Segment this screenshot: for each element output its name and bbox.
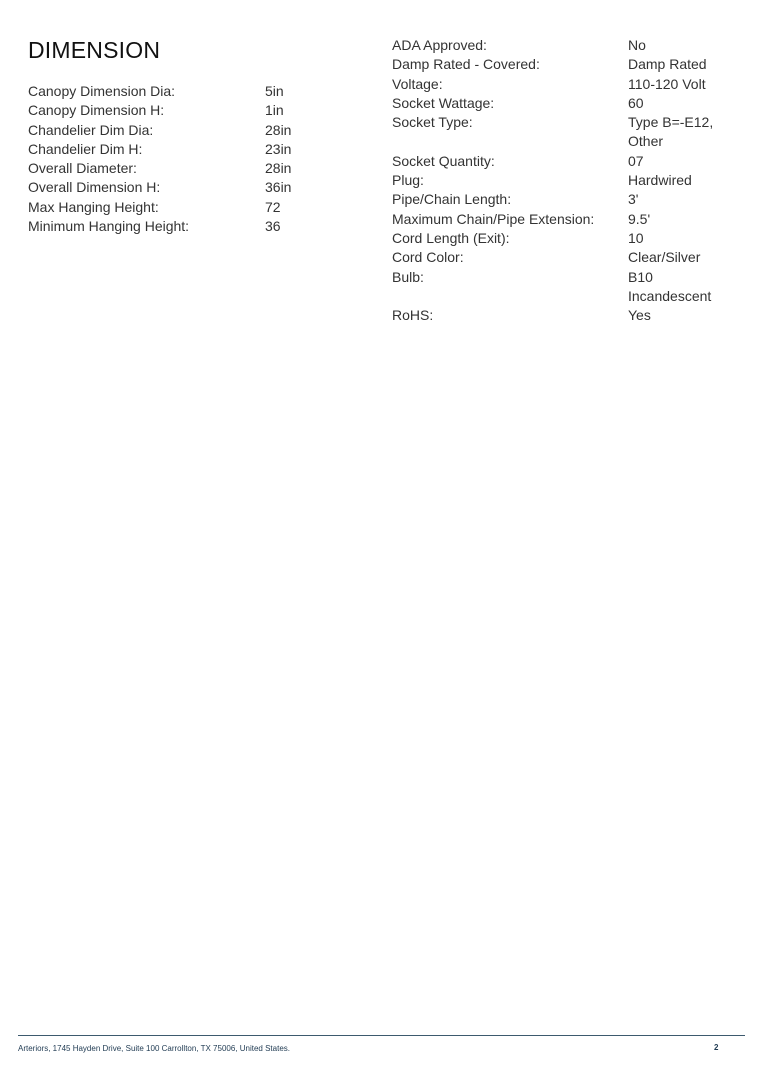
spec-row — [28, 198, 348, 217]
spec-value: B10 Incandescent — [628, 268, 712, 304]
spec-label: Plug: — [392, 172, 424, 189]
spec-label: Overall Dimension H: — [28, 179, 161, 196]
spec-row — [392, 268, 732, 307]
spec-value: 36 — [265, 218, 281, 235]
spec-label: Overall Diameter: — [28, 160, 137, 177]
spec-value: 72 — [265, 198, 281, 215]
spec-label: Maximum Chain/Pipe Extension: — [392, 210, 595, 227]
spec-row — [28, 178, 348, 197]
spec-label: RoHS: — [392, 307, 434, 324]
spec-value: 110-120 Volt — [628, 75, 706, 92]
spec-value: 28in — [265, 121, 292, 138]
spec-value: 60 — [628, 94, 644, 111]
spec-label: Bulb: — [392, 268, 424, 285]
spec-label: Damp Rated - Covered: — [392, 56, 540, 73]
spec-row — [392, 229, 732, 248]
spec-label: ADA Approved: — [392, 37, 487, 53]
page-number: 2 — [714, 1043, 719, 1052]
spec-label: Canopy Dimension Dia: — [28, 83, 176, 99]
spec-row — [28, 121, 348, 140]
spec-row — [392, 210, 732, 229]
product-spec-list — [392, 36, 732, 325]
spec-value: Damp Rated — [628, 56, 707, 73]
spec-value: 5in — [265, 83, 284, 99]
spec-row — [28, 140, 348, 159]
section-title-dimension: DIMENSION — [28, 37, 161, 63]
spec-label: Cord Length (Exit): — [392, 229, 510, 246]
spec-row — [392, 55, 732, 74]
spec-value: 1in — [265, 102, 284, 119]
spec-row — [392, 306, 732, 325]
spec-row — [28, 101, 348, 120]
spec-value: Hardwired — [628, 172, 692, 189]
spec-value: 3' — [628, 191, 639, 208]
spec-label: Chandelier Dim H: — [28, 140, 143, 157]
spec-value: No — [628, 37, 646, 53]
spec-label: Chandelier Dim Dia: — [28, 121, 154, 138]
spec-value: 07 — [628, 152, 644, 169]
footer-address: Arteriors, 1745 Hayden Drive, Suite 100 Carrollton, TX 75006, United States. — [18, 1044, 290, 1053]
spec-value: Clear/Silver — [628, 249, 701, 266]
spec-label: Voltage: — [392, 75, 443, 92]
spec-value: Type B=-E12, Other — [628, 114, 714, 150]
spec-row — [392, 36, 732, 55]
spec-label: Minimum Hanging Height: — [28, 218, 190, 235]
spec-label: Pipe/Chain Length: — [392, 191, 512, 208]
spec-row — [392, 248, 732, 267]
spec-row — [392, 152, 732, 171]
spec-label: Socket Type: — [392, 114, 473, 131]
spec-value: 28in — [265, 160, 292, 177]
spec-row — [28, 159, 348, 178]
spec-label: Canopy Dimension H: — [28, 102, 165, 119]
spec-label: Max Hanging Height: — [28, 198, 159, 215]
footer-divider — [18, 1035, 745, 1036]
spec-row — [392, 190, 732, 209]
spec-row — [392, 94, 732, 113]
spec-value: 10 — [628, 229, 644, 246]
spec-row — [392, 113, 732, 152]
spec-label: Cord Color: — [392, 249, 464, 266]
spec-row — [392, 75, 732, 94]
spec-row — [28, 82, 348, 101]
spec-label: Socket Quantity: — [392, 152, 495, 169]
spec-value: 9.5' — [628, 210, 651, 227]
spec-value: 23in — [265, 140, 292, 157]
spec-value: 36in — [265, 179, 292, 196]
spec-row — [28, 217, 348, 236]
dimension-spec-list — [28, 82, 348, 236]
spec-row — [392, 171, 732, 190]
spec-value: Yes — [628, 307, 651, 324]
spec-label: Socket Wattage: — [392, 94, 495, 111]
